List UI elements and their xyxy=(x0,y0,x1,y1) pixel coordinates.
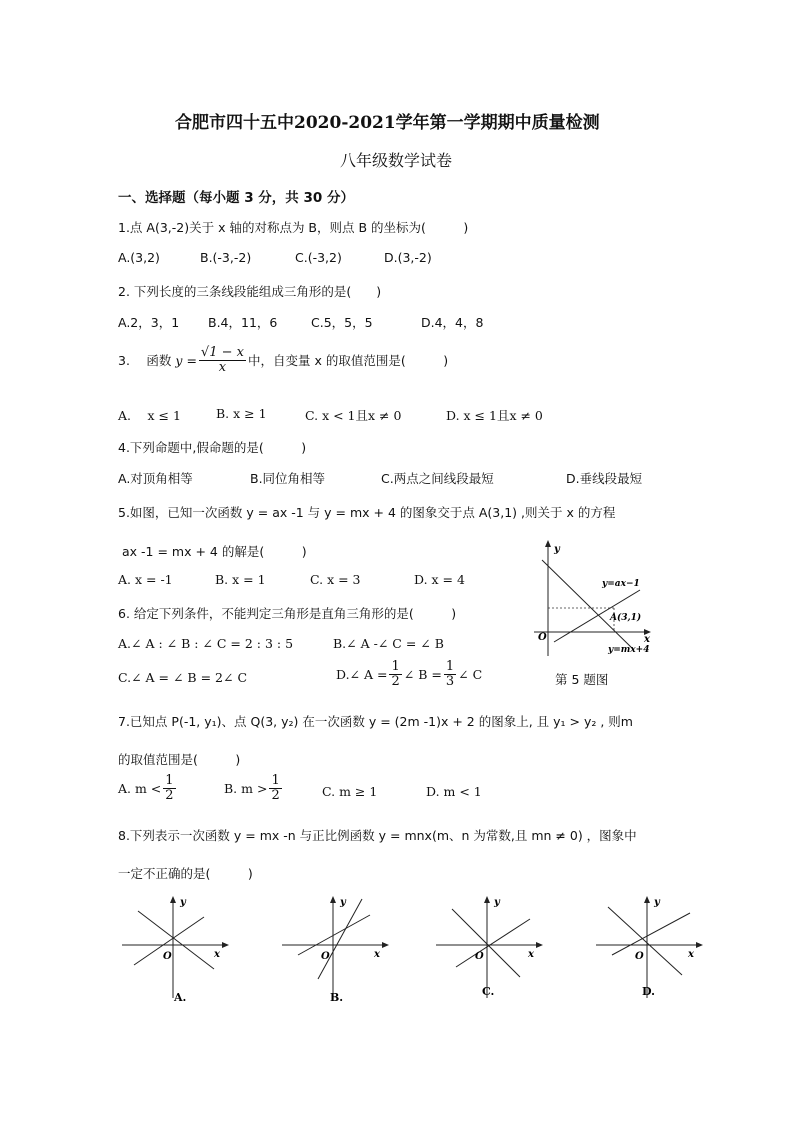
graph-a-x-arrow xyxy=(222,942,229,948)
question-8-graph-d xyxy=(592,893,712,1008)
graph-d-x-arrow xyxy=(696,942,703,948)
graph-a-y-label: y xyxy=(180,897,186,908)
graph-d-label: D. xyxy=(642,985,655,998)
question-3-option-c: C. x < 1且x ≠ 0 xyxy=(305,408,402,423)
question-7-option-b-num: 1 xyxy=(271,773,280,788)
question-8-graph-b xyxy=(278,893,398,1008)
question-3-stem xyxy=(118,346,448,374)
question-7-option-b-frac xyxy=(269,774,281,802)
figure-line2-label: y=mx+4 xyxy=(608,645,650,655)
question-2-stem: 2. 下列长度的三条线段能组成三角形的是( ) xyxy=(118,284,382,299)
question-8-stem-line2: 一定不正确的是( ) xyxy=(118,866,253,881)
graph-a-label: A. xyxy=(174,991,187,1004)
question-6-option-b: B.∠ A -∠ C = ∠ B xyxy=(333,636,444,651)
question-6-stem: 6. 给定下列条件，不能判定三角形是直角三角形的是( ) xyxy=(118,606,457,621)
question-1-option-c: C.(-3,2) xyxy=(295,250,342,265)
figure-origin-label: O xyxy=(538,632,547,643)
question-3-prefix: 3. 函数 xyxy=(118,353,172,369)
question-6-option-d-frac2 xyxy=(444,660,456,688)
question-7-option-b-prefix: B. m > xyxy=(224,780,268,796)
question-1-option-d: D.(3,-2) xyxy=(384,250,432,265)
figure-line1-label: y=ax−1 xyxy=(602,579,640,589)
question-1-option-a: A.(3,2) xyxy=(118,250,160,265)
question-7-option-c: C. m ≥ 1 xyxy=(322,784,378,799)
question-3-fraction xyxy=(199,346,246,374)
figure-point-label: A(3,1) xyxy=(610,613,642,623)
question-7-option-a-num: 1 xyxy=(165,773,174,788)
question-6-option-d xyxy=(336,660,482,688)
graph-d-y-arrow xyxy=(644,896,650,903)
graph-c-line-1 xyxy=(452,909,520,977)
question-6-option-d-frac1-num: 1 xyxy=(391,659,400,674)
question-2-option-c: C.5，5，5 xyxy=(311,315,373,330)
graph-b-y-arrow xyxy=(330,896,336,903)
question-3-option-a: A. x ≤ 1 xyxy=(118,408,181,423)
graph-d-line-1 xyxy=(608,907,682,975)
question-7-option-b-den: 2 xyxy=(271,787,280,803)
question-6-option-d-frac1 xyxy=(389,660,401,688)
question-6-option-d-prefix: D.∠ A = xyxy=(336,666,388,682)
graph-c-label: C. xyxy=(482,985,495,998)
figure-y-label: y xyxy=(554,544,560,555)
question-6-option-c: C.∠ A = ∠ B = 2∠ C xyxy=(118,670,248,685)
graph-d-y-label: y xyxy=(654,897,660,908)
graph-a-x-label: x xyxy=(214,949,220,960)
graph-c-y-arrow xyxy=(484,896,490,903)
section-heading: 一、选择题（每小题 3 分，共 30 分） xyxy=(118,190,354,206)
graph-a-line-1 xyxy=(138,911,214,969)
exam-title: 合肥市四十五中2020-2021学年第一学期期中质量检测 xyxy=(175,113,600,133)
question-2-option-d: D.4，4，8 xyxy=(421,315,484,330)
question-7-option-b xyxy=(224,774,284,802)
question-7-stem-line2: 的取值范围是( ) xyxy=(118,752,241,767)
question-7-stem-line1: 7.已知点 P(-1, y₁)、点 Q(3, y₂) 在一次函数 y = (2m -1)x + 2 的图象上, 且 y₁ > y₂ , 则m xyxy=(118,714,633,729)
graph-d-x-label: x xyxy=(688,949,694,960)
graph-b-y-label: y xyxy=(340,897,346,908)
question-8-graph-c xyxy=(432,893,552,1008)
question-2-option-a: A.2，3，1 xyxy=(118,315,180,330)
graph-c-origin: O xyxy=(475,951,484,962)
graph-b-x-label: x xyxy=(374,949,380,960)
question-3-suffix: 中，自变量 x 的取值范围是( ) xyxy=(247,353,449,369)
question-5-option-b: B. x = 1 xyxy=(215,572,266,587)
question-3-lhs: y = xyxy=(175,352,197,368)
question-7-option-a-den: 2 xyxy=(165,787,174,803)
question-1-option-b: B.(-3,-2) xyxy=(200,250,252,265)
question-7-option-a-prefix: A. m < xyxy=(118,780,162,796)
question-7-option-a-frac xyxy=(163,774,175,802)
question-6-option-d-mid: ∠ B = xyxy=(403,666,442,682)
graph-b-label: B. xyxy=(330,991,344,1004)
question-4-option-c: C.两点之间线段最短 xyxy=(381,471,494,486)
graph-d-line-2 xyxy=(612,913,690,955)
question-6-option-d-frac2-den: 3 xyxy=(445,673,455,689)
graph-b-line-2 xyxy=(318,899,362,979)
graph-a-origin: O xyxy=(163,951,172,962)
graph-a-y-arrow xyxy=(170,896,176,903)
question-6-option-d-suffix: ∠ C xyxy=(458,666,483,682)
figure-line-mx4 xyxy=(542,560,634,650)
figure-y-arrow xyxy=(545,540,551,547)
question-4-stem: 4.下列命题中,假命题的是( ) xyxy=(118,440,307,455)
question-5-figure xyxy=(530,538,660,663)
question-6-option-d-frac2-num: 1 xyxy=(445,659,455,674)
question-8-stem-line1: 8.下列表示一次函数 y = mx -n 与正比例函数 y = mnx(m、n 为常数,且 mn ≠ 0) ，图象中 xyxy=(118,828,637,843)
graph-c-y-label: y xyxy=(494,897,500,908)
question-5-option-a: A. x = -1 xyxy=(118,572,173,587)
question-3-numerator: √1 − x xyxy=(200,345,244,360)
graph-d-origin: O xyxy=(635,951,644,962)
question-1-stem: 1.点 A(3,-2)关于 x 轴的对称点为 B，则点 B 的坐标为( ) xyxy=(118,220,469,235)
question-4-option-d: D.垂线段最短 xyxy=(566,471,643,486)
question-5-figure-caption: 第 5 题图 xyxy=(555,672,609,687)
question-3-option-d: D. x ≤ 1且x ≠ 0 xyxy=(446,408,543,423)
graph-b-x-arrow xyxy=(382,942,389,948)
figure-x-label: x xyxy=(644,634,650,645)
question-3-denominator: x xyxy=(218,359,227,375)
question-5-option-d: D. x = 4 xyxy=(414,572,465,587)
graph-c-x-arrow xyxy=(536,942,543,948)
exam-subtitle: 八年级数学试卷 xyxy=(340,151,453,170)
question-4-option-a: A.对顶角相等 xyxy=(118,471,193,486)
graph-c-x-label: x xyxy=(528,949,534,960)
question-5-stem-line1: 5.如图，已知一次函数 y = ax -1 与 y = mx + 4 的图象交于点 A(3,1) ,则关于 x 的方程 xyxy=(118,505,616,520)
question-7-option-a xyxy=(118,774,178,802)
question-5-stem-line2: ax -1 = mx + 4 的解是( ) xyxy=(122,544,307,559)
graph-b-origin: O xyxy=(321,951,330,962)
question-5-option-c: C. x = 3 xyxy=(310,572,361,587)
graph-c-line-2 xyxy=(456,919,530,967)
question-8-graph-a xyxy=(118,893,238,1008)
question-2-option-b: B.4，11，6 xyxy=(208,315,278,330)
question-4-option-b: B.同位角相等 xyxy=(250,471,326,486)
question-3-option-b: B. x ≥ 1 xyxy=(216,406,267,421)
question-7-option-d: D. m < 1 xyxy=(426,784,482,799)
question-6-option-d-frac1-den: 2 xyxy=(391,673,400,689)
question-6-option-a: A.∠ A : ∠ B : ∠ C = 2 : 3 : 5 xyxy=(118,636,294,651)
